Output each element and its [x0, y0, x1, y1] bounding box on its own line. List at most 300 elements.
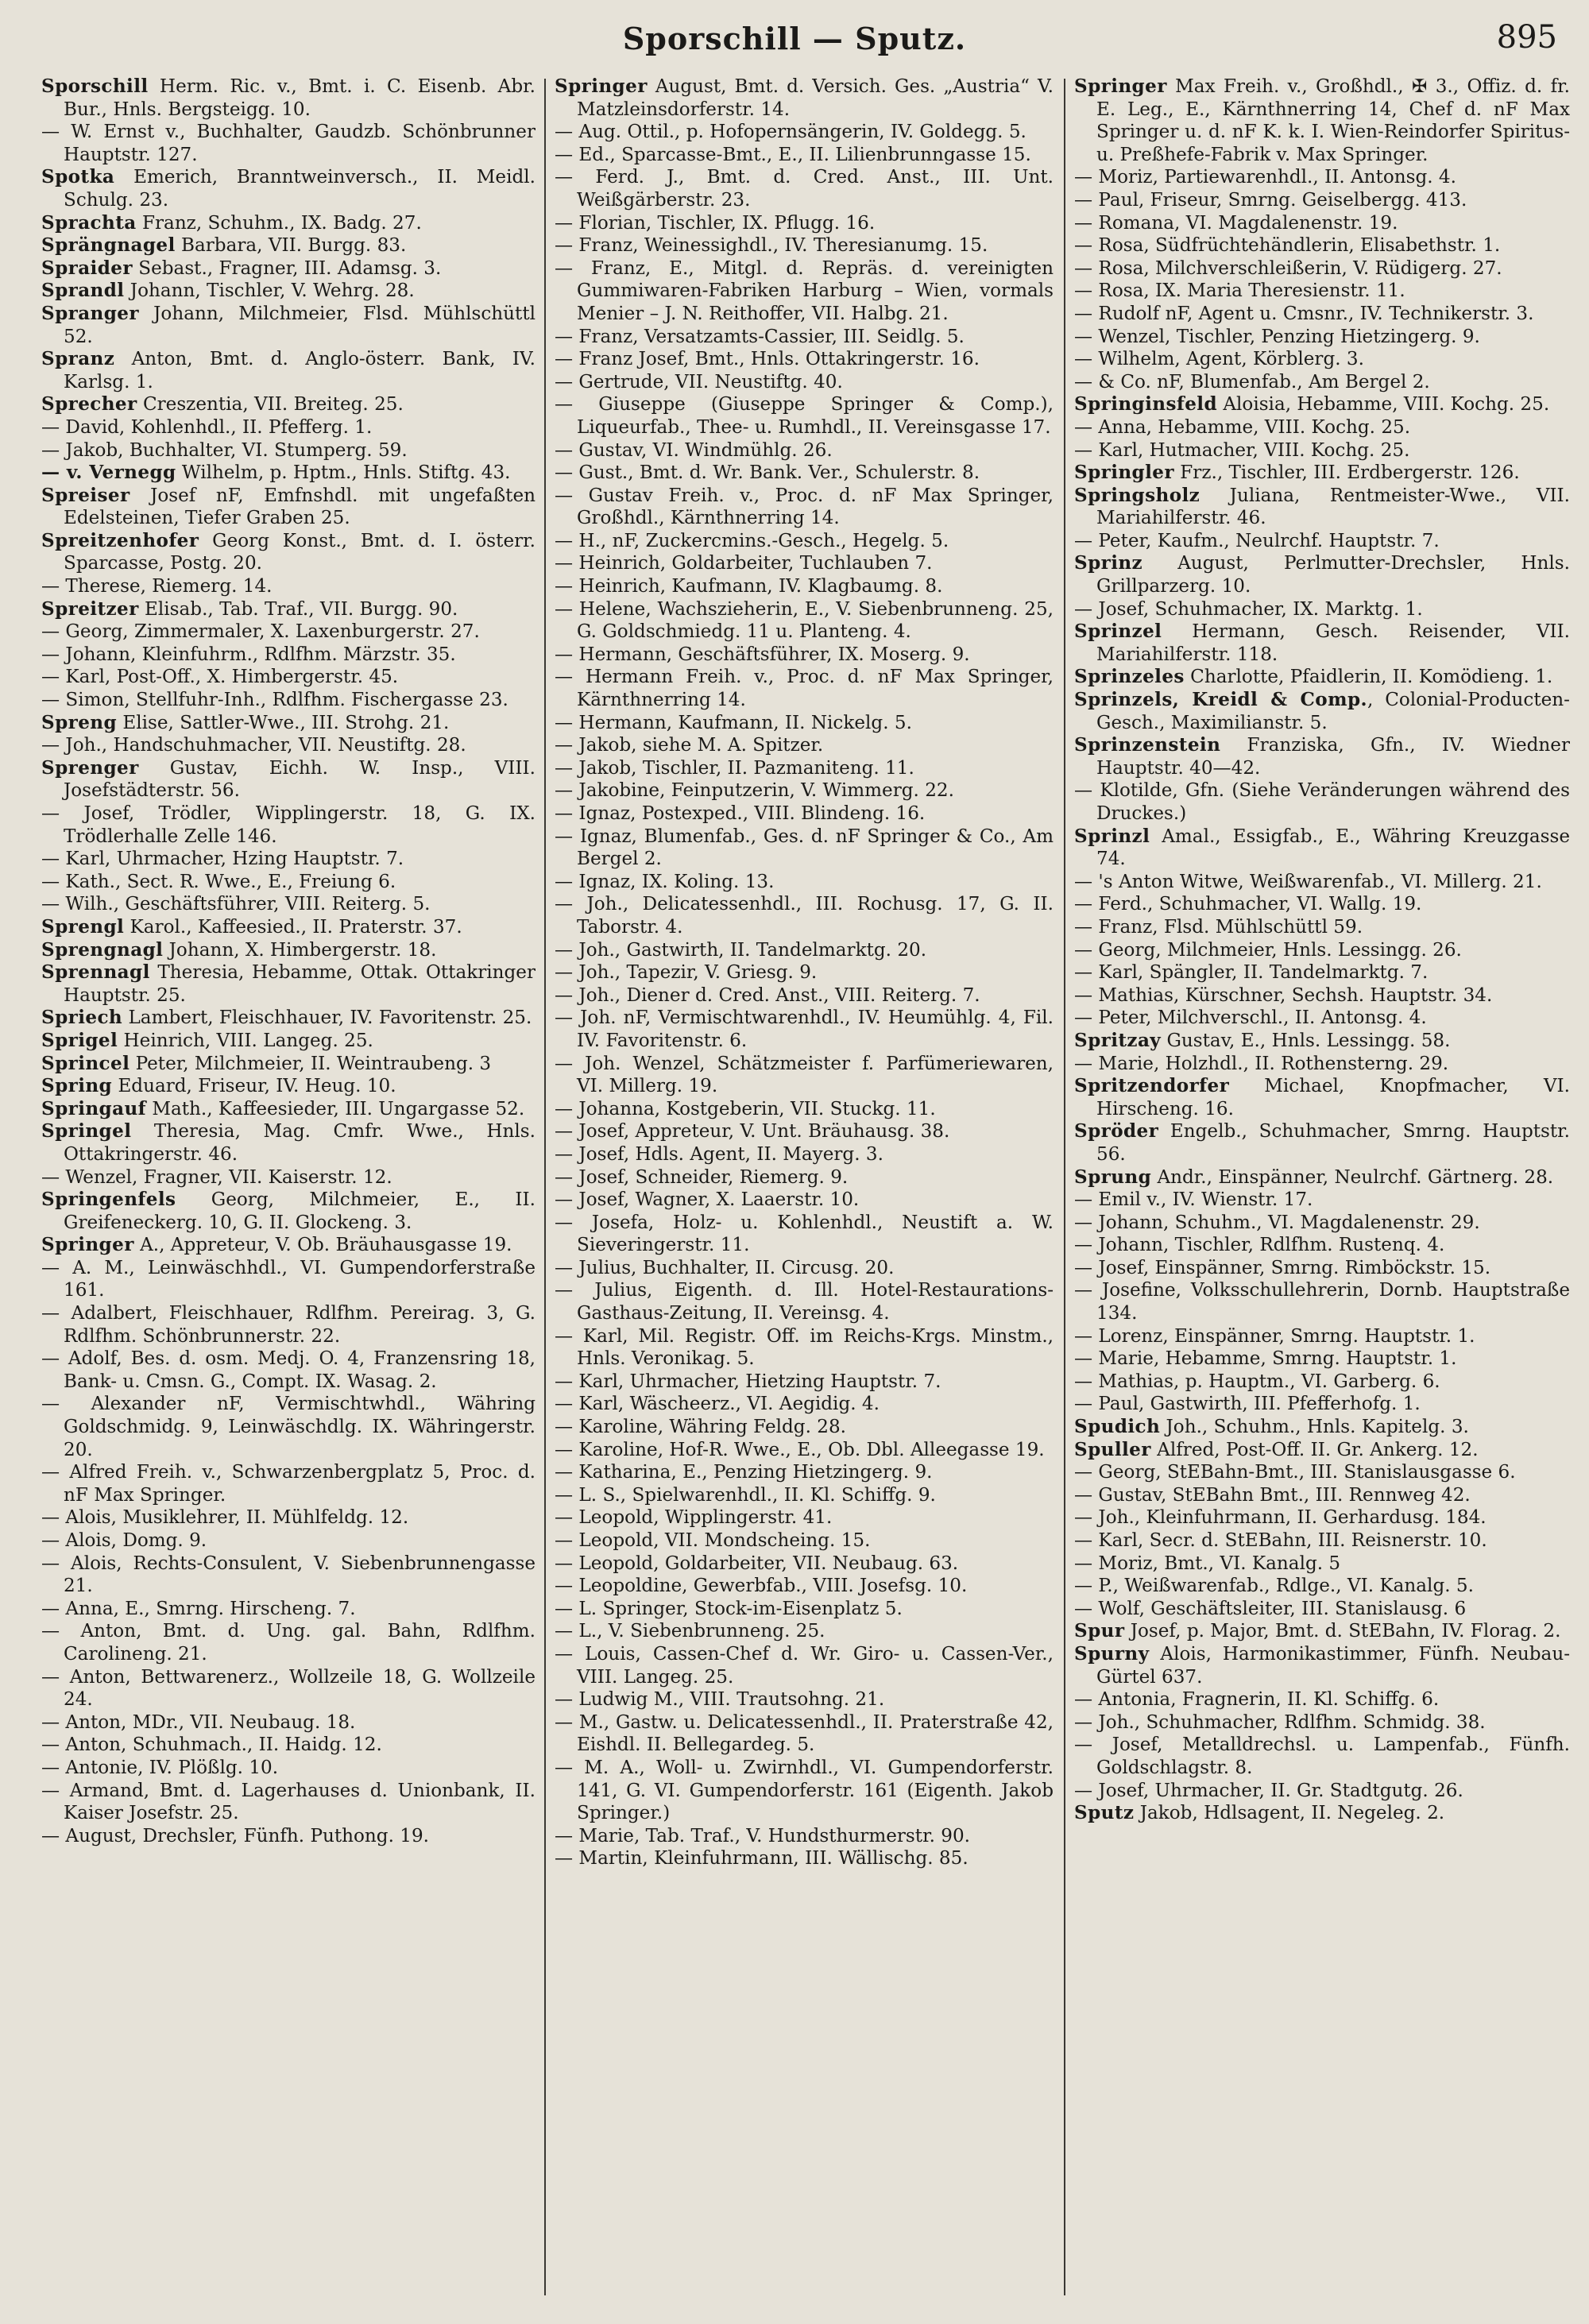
entry-details: — Moriz, Partiewarenhdl., II. Antonsg. 4. — [1074, 167, 1456, 188]
directory-entry — [555, 1598, 1054, 1621]
entry-surname: Sprinzels, Kreidl & Comp. — [1074, 689, 1367, 711]
entry-surname: Spröder — [1074, 1120, 1159, 1143]
directory-entry — [555, 485, 1054, 530]
directory-entry — [41, 1711, 535, 1734]
entry-details: — 's Anton Witwe, Weißwarenfab., VI. Millerg. 21. — [1074, 871, 1542, 892]
entry-details: — Josef, Hdls. Agent, II. Mayerg. 3. — [555, 1143, 883, 1165]
entry-details: — Anna, Hebamme, VIII. Kochg. 25. — [1074, 416, 1411, 438]
entry-details: — W. Ernst v., Buchhalter, Gaudzb. Schönbrunner Hauptstr. 127. — [41, 122, 535, 165]
entry-details: — Paul, Gastwirth, III. Pfefferhofg. 1. — [1074, 1394, 1421, 1415]
directory-entry — [555, 1279, 1054, 1324]
entry-details: — Joh. nF, Vermischtwarenhdl., IV. Heumühlg. 4, Fil. IV. Favoritenstr. 6. — [555, 1007, 1054, 1051]
entry-details: — Julius, Eigenth. d. Ill. Hotel-Restaurations-Gasthaus-Zeitung, II. Vereinsg. 4. — [555, 1280, 1054, 1324]
entry-details: — Paul, Friseur, Smrng. Geiselbergg. 413. — [1074, 189, 1467, 211]
entry-details: — Karl, Wäscheerz., VI. Aegidig. 4. — [555, 1394, 880, 1415]
entry-details: — Josef, Einspänner, Smrng. Rimböckstr. 15. — [1074, 1257, 1491, 1278]
entry-details: — Therese, Riemerg. 14. — [41, 576, 273, 597]
entry-details: — Rosa, Milchverschleißerin, V. Rüdigerg. 27. — [1074, 257, 1502, 279]
entry-details: — Hermann, Geschäftsführer, IX. Moserg. 9. — [555, 644, 970, 665]
entry-details: — Adalbert, Fleischhauer, Rdlfhm. Pereirag. 3, G. Rdlfhm. Schönbrunnerstr. 22. — [41, 1303, 535, 1347]
directory-entry — [41, 1007, 535, 1030]
directory-entry — [1074, 1598, 1570, 1621]
column-right — [1074, 75, 1570, 2304]
directory-entry — [1074, 1257, 1570, 1280]
directory-entry — [41, 1098, 535, 1121]
directory-entry — [41, 621, 535, 644]
directory-entry — [555, 893, 1054, 938]
entry-surname: Spreng — [41, 711, 118, 733]
entry-details: — Alois, Domg. 9. — [41, 1530, 207, 1551]
page-number: 895 — [1496, 19, 1557, 56]
entry-details: — Franz, Versatzamts-Cassier, III. Seidlg. 5. — [555, 326, 965, 347]
directory-entry — [555, 1529, 1054, 1553]
directory-entry — [1074, 1393, 1570, 1416]
entry-details: — Hermann Freih. v., Proc. d. nF Max Springer, Kärnthnerring 14. — [555, 667, 1054, 711]
entry-details: — L., V. Siebenbrunneng. 25. — [555, 1621, 825, 1642]
entry-details: — Joh., Diener d. Cred. Anst., VIII. Reiterg. 7. — [555, 984, 980, 1006]
entry-details: — Wilh., Geschäftsführer, VIII. Reiterg. 5. — [41, 894, 431, 915]
directory-entry — [1074, 257, 1570, 280]
entry-details: Georg, Milchmeier, E., II. Greifeneckerg. 10, G. II. Glockeng. 3. — [64, 1189, 535, 1233]
directory-entry — [1074, 552, 1570, 597]
entry-details: — Leopoldine, Gewerbfab., VIII. Josefsg. 10. — [555, 1576, 968, 1597]
entry-details: — David, Kohlenhdl., II. Pfefferg. 1. — [41, 416, 373, 438]
directory-entry — [1074, 961, 1570, 984]
entry-details: — Simon, Stellfuhr-Inh., Rdlfhm. Fischergasse 23. — [41, 690, 508, 711]
directory-entry — [1074, 779, 1570, 825]
directory-columns — [41, 75, 1570, 2304]
directory-entry — [41, 530, 535, 575]
directory-entry — [555, 1620, 1054, 1643]
entry-surname: Spudich — [1074, 1416, 1161, 1438]
directory-entry — [1074, 212, 1570, 235]
directory-entry — [1074, 1484, 1570, 1507]
directory-entry — [1074, 1166, 1570, 1189]
entry-surname: Spranz — [41, 348, 115, 370]
entry-details: — Mathias, Kürschner, Sechsh. Hauptstr. 34. — [1074, 984, 1493, 1006]
directory-entry — [41, 1166, 535, 1189]
directory-entry — [41, 757, 535, 802]
directory-entry — [555, 393, 1054, 439]
directory-entry — [41, 121, 535, 166]
directory-entry — [41, 1598, 535, 1621]
directory-entry — [555, 734, 1054, 757]
entry-details: — Alois, Rechts-Consulent, V. Siebenbrunnengasse 21. — [41, 1553, 535, 1597]
directory-entry — [1074, 1620, 1570, 1643]
entry-details: Franz, Schuhm., IX. Badg. 27. — [136, 212, 422, 234]
directory-entry — [555, 1825, 1054, 1848]
directory-entry — [41, 689, 535, 712]
directory-entry — [1074, 734, 1570, 779]
directory-entry — [555, 530, 1054, 553]
directory-entry — [1074, 1802, 1570, 1825]
directory-entry — [555, 234, 1054, 257]
directory-entry — [1074, 462, 1570, 485]
directory-entry — [555, 575, 1054, 598]
entry-details: — Kath., Sect. R. Wwe., E., Freiung 6. — [41, 871, 396, 892]
entry-surname: Spraider — [41, 257, 133, 279]
entry-details: — Rosa, Südfrüchtehändlerin, Elisabethstr. 1. — [1074, 235, 1501, 257]
directory-entry — [1074, 1212, 1570, 1235]
directory-entry — [555, 757, 1054, 780]
entry-details: — Ignaz, IX. Koling. 13. — [555, 871, 775, 892]
entry-details: — Anton, Bettwarenerz., Wollzeile 18, G. Wollzeile 24. — [41, 1666, 535, 1711]
entry-surname: Springer — [41, 1234, 134, 1256]
directory-entry — [555, 75, 1054, 121]
directory-entry — [41, 848, 535, 871]
page-title: Sporschill — Sputz. — [622, 21, 967, 56]
entry-surname: — v. Vernegg — [41, 462, 176, 484]
entry-surname: Springinsfeld — [1074, 393, 1218, 416]
directory-entry — [41, 712, 535, 735]
column-divider — [1064, 79, 1065, 2295]
directory-entry — [555, 1325, 1054, 1371]
directory-entry — [1074, 1688, 1570, 1711]
entry-details: — Wilhelm, Agent, Körblerg. 3. — [1074, 349, 1364, 370]
directory-entry — [555, 644, 1054, 667]
directory-entry — [41, 280, 535, 303]
entry-details: — Klotilde, Gfn. (Siehe Veränderungen während des Druckes.) — [1074, 780, 1570, 824]
directory-entry — [555, 1098, 1054, 1121]
entry-surname: Springer — [1074, 75, 1167, 97]
directory-entry — [41, 485, 535, 530]
entry-details: — Antonie, IV. Plößlg. 10. — [41, 1757, 279, 1778]
entry-details: — Gustav, VI. Windmühlg. 26. — [555, 439, 833, 461]
entry-details: — Franz, E., Mitgl. d. Repräs. d. vereinigten Gummiwaren-Fabriken Harburg – Wien, vormals Menier – J. N. Reithoffer, VII. Halbg. 21. — [555, 257, 1054, 324]
entry-details: Andr., Einspänner, Neulrchf. Gärtnerg. 28. — [1151, 1166, 1554, 1188]
directory-entry — [555, 1484, 1054, 1507]
directory-entry — [41, 348, 535, 393]
entry-details: — Antonia, Fragnerin, II. Kl. Schiffg. 6. — [1074, 1689, 1440, 1711]
directory-entry — [41, 393, 535, 416]
directory-entry — [1074, 1643, 1570, 1688]
directory-entry — [41, 1302, 535, 1348]
entry-details: — Marie, Holzhdl., II. Rothensterng. 29. — [1074, 1053, 1449, 1074]
entry-details: Anton, Bmt. d. Anglo-österr. Bank, IV. Karlsg. 1. — [64, 349, 535, 392]
entry-details: — Joh., Tapezir, V. Griesg. 9. — [555, 962, 818, 984]
entry-details: — Anton, MDr., VII. Neubaug. 18. — [41, 1711, 356, 1733]
entry-surname: Spreitzenhofer — [41, 529, 199, 551]
entry-details: Heinrich, VIII. Langeg. 25. — [118, 1030, 373, 1051]
entry-details: — A. M., Leinwäschhdl., VI. Gumpendorferstraße 161. — [41, 1257, 535, 1301]
entry-details: — Josef, Schneider, Riemerg. 9. — [555, 1166, 849, 1188]
directory-entry — [1074, 166, 1570, 189]
entry-details: — Franz Josef, Bmt., Hnls. Ottakringerstr. 16. — [555, 349, 980, 370]
directory-entry — [41, 1825, 535, 1848]
directory-entry — [555, 1416, 1054, 1439]
directory-entry — [41, 575, 535, 598]
entry-details: , Colonial-Producten-Gesch., Maximilianstr. 5. — [1096, 690, 1570, 733]
directory-entry — [1074, 75, 1570, 166]
directory-entry — [555, 871, 1054, 894]
entry-details: — Mathias, p. Hauptm., VI. Garberg. 6. — [1074, 1371, 1440, 1392]
entry-surname: Sprinzel — [1074, 621, 1162, 643]
entry-details: — Johann, Schuhm., VI. Magdalenenstr. 29. — [1074, 1212, 1480, 1233]
directory-entry — [1074, 1053, 1570, 1076]
entry-surname: Springler — [1074, 462, 1174, 484]
entry-surname: Sprinz — [1074, 552, 1143, 574]
entry-details: — Jakob, Buchhalter, VI. Stumperg. 59. — [41, 439, 408, 461]
entry-surname: Springel — [41, 1120, 132, 1143]
entry-details: — Joh., Handschuhmacher, VII. Neustiftg. 28. — [41, 735, 466, 756]
entry-surname: Sprinzl — [1074, 825, 1150, 847]
entry-details: — Johanna, Kostgeberin, VII. Stuckg. 11. — [555, 1098, 936, 1119]
directory-entry — [41, 1030, 535, 1053]
entry-details: Creszentia, VII. Breiteg. 25. — [137, 394, 404, 416]
directory-entry — [41, 916, 535, 939]
entry-details: Alfred, Post-Off. II. Gr. Ankerg. 12. — [1150, 1439, 1479, 1460]
entry-details: — Aug. Ottil., p. Hofopernsängerin, IV. Goldegg. 5. — [555, 122, 1026, 143]
directory-entry — [1074, 326, 1570, 349]
directory-entry — [1074, 280, 1570, 303]
directory-entry — [1074, 1120, 1570, 1166]
entry-surname: Sprengl — [41, 915, 125, 938]
entry-surname: Spreiser — [41, 484, 130, 506]
entry-details: — Armand, Bmt. d. Lagerhauses d. Unionbank, II. Kaiser Josefstr. 25. — [41, 1780, 535, 1824]
entry-details: Alois, Harmonikastimmer, Fünfh. Neubau-Gürtel 637. — [1096, 1643, 1570, 1688]
entry-details: — Johann, Kleinfuhrm., Rdlfhm. Märzstr. 35. — [41, 644, 456, 665]
entry-details: — Jakobine, Feinputzerin, V. Wimmerg. 22. — [555, 780, 954, 802]
directory-entry — [1074, 1279, 1570, 1324]
entry-details: — Josef, Schuhmacher, IX. Marktg. 1. — [1074, 598, 1423, 620]
entry-details: — Gustav, StEBahn Bmt., III. Rennweg 42. — [1074, 1484, 1471, 1506]
entry-details: — Emil v., IV. Wienstr. 17. — [1074, 1189, 1313, 1211]
directory-entry — [1074, 826, 1570, 871]
entry-details: — L. S., Spielwarenhdl., II. Kl. Schiffg. 9. — [555, 1484, 936, 1506]
entry-details: Jakob, Hdlsagent, II. Negeleg. 2. — [1134, 1803, 1445, 1824]
entry-details: — Josef, Appreteur, V. Unt. Bräuhausg. 38. — [555, 1121, 950, 1143]
entry-details: Aloisia, Hebamme, VIII. Kochg. 25. — [1217, 394, 1550, 416]
directory-entry — [555, 1711, 1054, 1757]
entry-details: Elisab., Tab. Traf., VII. Burgg. 90. — [138, 598, 458, 620]
entry-details: August, Bmt. d. Versich. Ges. „Austria“ V. Matzleinsdorferstr. 14. — [577, 76, 1054, 120]
directory-entry — [41, 1348, 535, 1393]
directory-entry — [555, 1053, 1054, 1098]
directory-entry — [41, 802, 535, 848]
entry-details: Peter, Milchmeier, II. Weintraubeng. 3 — [130, 1053, 492, 1074]
entry-details: — Romana, VI. Magdalenenstr. 19. — [1074, 212, 1398, 234]
entry-details: — Karoline, Währing Feldg. 28. — [555, 1417, 846, 1438]
entry-details: — Joh., Schuhmacher, Rdlfhm. Schmidg. 38. — [1074, 1711, 1486, 1733]
entry-details: — Katharina, E., Penzing Hietzingerg. 9. — [555, 1462, 933, 1483]
entry-details: — Ed., Sparcasse-Bmt., E., II. Lilienbrunngasse 15. — [555, 144, 1031, 165]
entry-details: — Alexander nF, Vermischtwhdl., Währing Goldschmidg. 9, Leinwäschdlg. IX. Währingerstr. 20. — [41, 1394, 535, 1460]
directory-entry — [41, 257, 535, 280]
entry-details: Max Freih. v., Großhdl., ✠ 3., Offiz. d. fr. E. Leg., E., Kärnthnerring 14, Chef d. nF Max Springer u. d. nF K. k. I. Wien-Reindorfer Spiritus- u. Preßhefe-Fabrik v. Max Springer. — [1096, 76, 1570, 165]
directory-entry — [41, 871, 535, 894]
directory-entry — [1074, 1075, 1570, 1120]
entry-details: — Joh., Kleinfuhrmann, II. Gerhardusg. 184. — [1074, 1507, 1487, 1529]
directory-entry — [41, 1461, 535, 1506]
directory-entry — [555, 1461, 1054, 1484]
entry-surname: Sprung — [1074, 1166, 1152, 1188]
column-middle — [555, 75, 1054, 2304]
directory-entry — [555, 1575, 1054, 1598]
directory-entry — [555, 1189, 1054, 1212]
entry-details: — Josef, Wagner, X. Laaerstr. 10. — [555, 1189, 860, 1211]
entry-details: — Giuseppe (Giuseppe Springer & Comp.), Liqueurfab., Thee- u. Rumhdl., II. Vereinsgasse 17. — [555, 394, 1054, 438]
entry-surname: Spuller — [1074, 1438, 1151, 1460]
directory-entry — [1074, 1234, 1570, 1257]
entry-details: Joh., Schuhm., Hnls. Kapitelg. 3. — [1160, 1417, 1469, 1438]
directory-entry — [1074, 1711, 1570, 1734]
entry-details: Amal., Essigfab., E., Währing Kreuzgasse 74. — [1096, 826, 1570, 870]
entry-details: — Martin, Kleinfuhrmann, III. Wällischg. 85. — [555, 1848, 968, 1870]
entry-details: — Leopold, Goldarbeiter, VII. Neubaug. 63. — [555, 1553, 959, 1574]
entry-details: — Karl, Secr. d. StEBahn, III. Reisnerstr. 10. — [1074, 1530, 1487, 1551]
entry-details: — Joh. Wenzel, Schätzmeister f. Parfümeriewaren, VI. Millerg. 19. — [555, 1053, 1054, 1097]
directory-entry — [1074, 1416, 1570, 1439]
entry-surname: Spreitzer — [41, 597, 139, 620]
entry-details: — M. A., Woll- u. Zwirnhdl., VI. Gumpendorferstr. 141, G. VI. Gumpendorferstr. 161 (Eigenth. Jakob Springer.) — [555, 1757, 1054, 1824]
entry-details: — Hermann, Kaufmann, II. Nickelg. 5. — [555, 712, 912, 733]
entry-surname: Spritzay — [1074, 1029, 1162, 1051]
directory-entry — [555, 1371, 1054, 1394]
entry-details: — Josef, Metalldrechsl. u. Lampenfab., Fünfh. Goldschlagstr. 8. — [1074, 1734, 1570, 1778]
entry-details: — Jakob, siehe M. A. Spitzer. — [555, 735, 824, 756]
entry-details: — M., Gastw. u. Delicatessenhdl., II. Praterstraße 42, Eishdl. II. Bellegardeg. 5. — [555, 1711, 1054, 1756]
entry-details: — Moriz, Bmt., VI. Kanalg. 5 — [1074, 1553, 1341, 1574]
directory-entry — [41, 1529, 535, 1553]
directory-entry — [41, 1620, 535, 1665]
entry-details: — Josefa, Holz- u. Kohlenhdl., Neustift a. W. Sieveringerstr. 11. — [555, 1212, 1054, 1256]
directory-entry — [1074, 871, 1570, 894]
column-divider — [544, 79, 546, 2295]
entry-surname: Springer — [555, 75, 648, 97]
entry-details: — Alois, Musiklehrer, II. Mühlfeldg. 12. — [41, 1507, 409, 1529]
entry-details: August, Perlmutter-Drechsler, Hnls. Grillparzerg. 10. — [1096, 553, 1570, 597]
directory-entry — [41, 1780, 535, 1825]
entry-details: — Joh., Gastwirth, II. Tandelmarktg. 20. — [555, 939, 927, 961]
directory-entry — [555, 1506, 1054, 1529]
directory-entry — [1074, 189, 1570, 212]
directory-entry — [1074, 485, 1570, 530]
directory-entry — [555, 1120, 1054, 1143]
entry-details: Barbara, VII. Burgg. 83. — [175, 235, 407, 257]
directory-entry — [555, 939, 1054, 962]
directory-entry — [555, 598, 1054, 644]
entry-details: Engelb., Schuhmacher, Smrng. Hauptstr. 56. — [1096, 1121, 1570, 1165]
entry-details: Herm. Ric. v., Bmt. i. C. Eisenb. Abr. Bur., Hnls. Bergsteigg. 10. — [64, 76, 535, 120]
entry-details: — Anna, E., Smrng. Hirscheng. 7. — [41, 1598, 356, 1619]
entry-details: — Wenzel, Tischler, Penzing Hietzingerg. 9. — [1074, 326, 1480, 347]
directory-entry — [1074, 393, 1570, 416]
entry-surname: Sprigel — [41, 1029, 118, 1051]
entry-details: — L. Springer, Stock-im-Eisenplatz 5. — [555, 1598, 903, 1619]
directory-entry — [41, 1666, 535, 1711]
entry-details: — Karl, Hutmacher, VIII. Kochg. 25. — [1074, 439, 1410, 461]
entry-surname: Sprinzeles — [1074, 666, 1185, 688]
directory-entry — [1074, 984, 1570, 1007]
entry-details: — Gustav Freih. v., Proc. d. nF Max Springer, Großhdl., Kärnthnerring 14. — [555, 485, 1054, 529]
directory-entry — [41, 666, 535, 689]
directory-entry — [41, 1120, 535, 1166]
column-left — [41, 75, 535, 2304]
directory-entry — [555, 326, 1054, 349]
entry-details: Gustav, Eichh. W. Insp., VIII. Josefstädterstr. 56. — [64, 757, 535, 802]
entry-details: Josef nF, Emfnshdl. mit ungefaßten Edelsteinen, Tiefer Graben 25. — [64, 485, 535, 529]
entry-details: — Josef, Uhrmacher, II. Gr. Stadtgutg. 26. — [1074, 1780, 1463, 1801]
entry-details: — Karl, Uhrmacher, Hietzing Hauptstr. 7. — [555, 1371, 941, 1392]
directory-entry — [1074, 1529, 1570, 1553]
entry-details: Math., Kaffeesieder, III. Ungargasse 52. — [146, 1098, 525, 1119]
entry-details: — Ferd. J., Bmt. d. Cred. Anst., III. Unt. Weißgärberstr. 23. — [555, 167, 1054, 211]
directory-entry — [41, 893, 535, 916]
directory-entry — [1074, 530, 1570, 553]
directory-entry — [41, 462, 535, 485]
entry-surname: Sprenger — [41, 756, 139, 779]
entry-details: Karol., Kaffeesied., II. Praterstr. 37. — [124, 916, 462, 938]
entry-details: — Josef, Trödler, Wipplingerstr. 18, G. IX. Trödlerhalle Zelle 146. — [41, 803, 535, 847]
directory-entry — [555, 462, 1054, 485]
directory-entry — [1074, 1734, 1570, 1779]
directory-entry — [41, 75, 535, 121]
directory-entry — [41, 234, 535, 257]
directory-entry — [1074, 1348, 1570, 1371]
directory-entry — [41, 1257, 535, 1302]
directory-entry — [1074, 416, 1570, 439]
directory-entry — [41, 1734, 535, 1757]
entry-details: — Josefine, Volksschullehrerin, Dornb. Hauptstraße 134. — [1074, 1280, 1570, 1324]
entry-details: — Rosa, IX. Maria Theresienstr. 11. — [1074, 280, 1405, 302]
entry-details: — Leopold, Wipplingerstr. 41. — [555, 1507, 833, 1529]
entry-details: Charlotte, Pfaidlerin, II. Komödieng. 1. — [1184, 667, 1553, 688]
directory-entry — [1074, 1371, 1570, 1394]
entry-details: A., Appreteur, V. Ob. Bräuhausgasse 19. — [133, 1235, 512, 1256]
entry-details: — Helene, Wachszieherin, E., V. Siebenbrunneng. 25, G. Goldschmiedg. 11 u. Planteng. 4. — [555, 598, 1054, 643]
entry-surname: Sprecher — [41, 393, 137, 416]
directory-entry — [555, 1553, 1054, 1576]
entry-details: Elise, Sattler-Wwe., III. Strohg. 21. — [117, 712, 450, 733]
entry-details: — Karl, Spängler, II. Tandelmarktg. 7. — [1074, 962, 1429, 984]
entry-details: Franziska, Gfn., IV. Wiedner Hauptstr. 40—42. — [1096, 735, 1570, 779]
directory-entry — [41, 416, 535, 439]
directory-entry — [555, 1007, 1054, 1052]
directory-entry — [1074, 1461, 1570, 1484]
entry-details: — Heinrich, Goldarbeiter, Tuchlauben 7. — [555, 553, 933, 574]
directory-entry — [41, 1506, 535, 1529]
directory-entry — [41, 1075, 535, 1098]
directory-entry — [555, 439, 1054, 462]
entry-details: Georg Konst., Bmt. d. I. österr. Sparcasse, Postg. 20. — [64, 530, 535, 574]
directory-entry — [1074, 1189, 1570, 1212]
directory-entry — [1074, 348, 1570, 371]
directory-entry — [555, 1212, 1054, 1257]
directory-entry — [1074, 234, 1570, 257]
entry-details: — Julius, Buchhalter, II. Circusg. 20. — [555, 1257, 895, 1278]
entry-surname: Sprängnagel — [41, 234, 176, 257]
entry-details: — Ludwig M., VIII. Trautsohng. 21. — [555, 1689, 885, 1711]
directory-entry — [1074, 1007, 1570, 1030]
entry-details: — August, Drechsler, Fünfh. Puthong. 19. — [41, 1825, 429, 1846]
entry-details: Wilhelm, p. Hptm., Hnls. Stiftg. 43. — [176, 462, 511, 484]
entry-surname: Springsholz — [1074, 484, 1200, 506]
entry-surname: Sprincel — [41, 1052, 130, 1074]
entry-details: Lambert, Fleischhauer, IV. Favoritenstr. 25. — [122, 1007, 532, 1029]
entry-details: — Anton, Schuhmach., II. Haidg. 12. — [41, 1734, 382, 1756]
directory-entry — [41, 598, 535, 621]
entry-details: Josef, p. Major, Bmt. d. StEBahn, IV. Florag. 2. — [1124, 1621, 1561, 1642]
directory-entry — [555, 121, 1054, 144]
directory-entry — [555, 1688, 1054, 1711]
entry-surname: Sporschill — [41, 75, 149, 97]
directory-entry — [1074, 666, 1570, 689]
entry-details: — & Co. nF, Blumenfab., Am Bergel 2. — [1074, 371, 1430, 392]
directory-entry — [1074, 1575, 1570, 1598]
entry-details: — Adolf, Bes. d. osm. Medj. O. 4, Franzensring 18, Bank- u. Cmsn. G., Compt. IX. Wasag. 2. — [41, 1348, 535, 1392]
entry-details: — Ignaz, Postexped., VIII. Blindeng. 16. — [555, 803, 926, 824]
entry-surname: Spritzendorfer — [1074, 1075, 1230, 1097]
